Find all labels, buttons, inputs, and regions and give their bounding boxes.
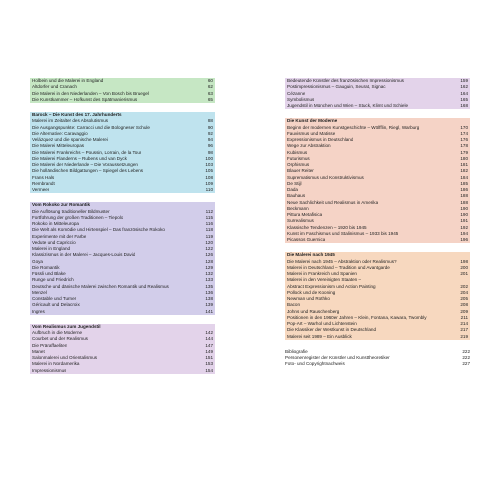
- toc-entry-title: Die Malerei der Niederlande – Die Voraussetzungen: [32, 162, 138, 167]
- toc-entry-page: 149: [205, 348, 213, 354]
- toc-entry-page: 182: [460, 168, 468, 174]
- toc-entry-page: 115: [205, 214, 213, 220]
- toc-entry-title: Courbet und der Realismus: [32, 336, 88, 342]
- toc-entry-page: 120: [205, 239, 213, 245]
- toc-entry-page: 88: [207, 118, 213, 124]
- toc-section: [30, 324, 215, 374]
- toc-entry-page: 184: [460, 174, 468, 180]
- toc-entry-page: 151: [205, 355, 213, 360]
- toc-entry-page: 190: [460, 205, 468, 211]
- toc-entry-title: Malerei seit 1989 – Ein Ausblick: [287, 333, 352, 339]
- toc-entry[interactable]: [30, 97, 215, 103]
- toc-entry-title: Holbein und die Malerei in England: [32, 78, 104, 83]
- toc-entry-title: Neue Sachlichkeit und Realismus in Amerika: [287, 199, 379, 205]
- toc-entry-title: Die Klassiker der Westkunst in Deutschland: [287, 327, 377, 333]
- toc-entry-page: 136: [205, 289, 213, 295]
- toc-entry-title: Malerei in Frankreich und Spanien: [287, 271, 357, 276]
- toc-entry[interactable]: [285, 103, 470, 109]
- toc-entry-page: 194: [460, 230, 468, 236]
- toc-entry-title: Jugendstil in München und Wien – Stuck, Klimt und Schiele: [287, 103, 409, 108]
- toc-entry-title: Fortführung der großen Traditionen – Tiepolo: [32, 214, 124, 220]
- toc-entry-page: 188: [460, 193, 468, 199]
- toc-entry-title: Die Romantik: [32, 264, 60, 270]
- toc-entry-page: 214: [460, 321, 468, 326]
- toc-entry-page: 222: [462, 355, 470, 360]
- toc-entry-title: Pollock und de Kooning: [287, 289, 336, 295]
- toc-entry-page: 129: [205, 264, 213, 270]
- toc-entry-page: 159: [460, 78, 468, 83]
- toc-entry-title: Bedeutende Künstler des französischen Impressionismus: [287, 78, 404, 83]
- toc-entry-page: 147: [205, 342, 213, 348]
- toc-entry-page: 118: [205, 227, 213, 233]
- toc-entry-page: 174: [460, 130, 468, 136]
- toc-entry-title: Rembrandt: [32, 180, 55, 186]
- toc-entry-title: Bacon: [287, 302, 301, 308]
- toc-entry-page: 133: [205, 277, 213, 283]
- toc-entry-title: Velázquez und die spanische Malerei: [32, 137, 108, 142]
- toc-entry-page: 154: [205, 367, 213, 373]
- toc-entry-page: 219: [460, 333, 468, 339]
- toc-entry[interactable]: [30, 368, 215, 374]
- toc-entry-page: 164: [460, 90, 468, 96]
- toc-entry-title: Symbolismus: [287, 96, 315, 102]
- toc-entry-title: Rokoko in Mitteleuropa: [32, 221, 79, 226]
- toc-section: [285, 118, 470, 243]
- toc-entry-page: 98: [207, 149, 213, 155]
- toc-entry-page: 135: [205, 283, 213, 289]
- section-heading-text: Vom Rokoko zur Romantik: [32, 202, 91, 208]
- toc-entry-page: 217: [460, 327, 468, 333]
- toc-entry-title: Johns und Rauschenberg: [287, 308, 340, 314]
- toc-section: [285, 349, 470, 368]
- toc-entry-page: 126: [205, 252, 213, 258]
- toc-entry-title: Die Kunstkammer – Hofkunst des Spätmanierismus: [32, 96, 138, 102]
- toc-entry-title: Cézanne: [287, 90, 306, 96]
- toc-entry-title: Beckmann: [287, 205, 309, 211]
- toc-section: [285, 252, 470, 340]
- toc-entry-page: 153: [205, 361, 213, 367]
- toc-entry-title: Füssli und Blake: [32, 271, 66, 276]
- toc-entry-title: Malerei in Deutschland – Tradition und Avantgarde: [287, 264, 390, 270]
- toc-entry-title: Klassische Tendenzen – 1920 bis 1945: [287, 224, 367, 230]
- toc-entry-page: 209: [460, 308, 468, 314]
- toc-entry-page: 222: [462, 348, 470, 354]
- toc-entry-page: 108: [205, 174, 213, 180]
- toc-entry-page: 188: [460, 199, 468, 205]
- toc-entry-page: 139: [205, 302, 213, 308]
- toc-entry-page: 110: [205, 187, 213, 192]
- toc-entry-title: Die holländischen Bildgattungen – Spiegel des Lebens: [32, 168, 144, 174]
- toc-entry[interactable]: [285, 237, 470, 243]
- toc-entry-page: 132: [205, 271, 213, 276]
- toc-entry-title: Malerei in England: [32, 246, 71, 251]
- toc-entry-page: 105: [205, 168, 213, 174]
- toc-entry-title: Malerei in Nordamerika: [32, 361, 80, 367]
- toc-entry-title: Pittura Metafisica: [287, 212, 323, 217]
- toc-entry-page: 165: [460, 96, 468, 102]
- toc-entry-title: Die Präraffaeliten: [32, 342, 68, 348]
- toc-entry-title: Altdorfer und Cranach: [32, 84, 77, 90]
- toc-entry-page: 90: [207, 124, 213, 130]
- toc-entry-page: 168: [460, 103, 468, 108]
- toc-entry-title: Surrealismus: [287, 218, 314, 224]
- toc-entry-title: De Stijl: [287, 180, 302, 186]
- toc-entry[interactable]: [30, 309, 215, 315]
- toc-entry-page: 144: [205, 336, 213, 342]
- toc-entry-page: 192: [460, 224, 468, 230]
- toc-entry-title: Vedute und Capriccio: [32, 239, 76, 245]
- toc-entry-page: 100: [205, 155, 213, 161]
- toc-entry-title: Die Malerei nach 1945 – Abstraktion oder Realismus?: [287, 258, 397, 264]
- toc-entry[interactable]: [30, 187, 215, 193]
- toc-entry-page: 103: [205, 162, 213, 167]
- toc-entry-page: 190: [460, 212, 468, 217]
- toc-entry-page: 62: [207, 84, 213, 90]
- toc-entry-page: 208: [460, 302, 468, 308]
- toc-entry-title: Expressionismus in Deutschland: [287, 137, 354, 142]
- toc-entry-title: Malerei in den Vereinigten Staaten –: [287, 277, 362, 283]
- toc-entry-page: 162: [460, 84, 468, 90]
- section-heading-text: Die Kunst der Moderne: [287, 118, 338, 124]
- toc-entry-title: Experimente mit der Farbe: [32, 233, 87, 239]
- toc-entry-title: Kunst im Faschismus und Stalinismus – 1933 bis 1945: [287, 230, 399, 236]
- toc-entry-title: Die Malerei Mitteleuropas: [32, 143, 85, 149]
- toc-entry-title: Picassos Guernica: [287, 237, 326, 242]
- toc-entry-title: Die Welt als Komödie und Hirtenspiel – Das französische Rokoko: [32, 227, 165, 233]
- toc-entry-title: Newman und Rothko: [287, 296, 330, 301]
- toc-entry-page: 65: [207, 96, 213, 102]
- toc-entry-page: 181: [460, 162, 468, 167]
- toc-entry-title: Suprematismus und Konstruktivismus: [287, 174, 364, 180]
- toc-entry-title: Géricault und Delacroix: [32, 302, 80, 308]
- toc-entry-title: Die Malerei in den Niederlanden – Von Bosch bis Bruegel: [32, 90, 149, 96]
- toc-section: [30, 202, 215, 315]
- toc-entry-page: 96: [207, 143, 213, 149]
- toc-entry-page: 116: [205, 221, 213, 226]
- toc-entry-title: Pop-Art – Warhol und Lichtenstein: [287, 321, 357, 326]
- toc-entry-page: 196: [460, 237, 468, 242]
- toc-entry-title: Malerei im Zeitalter des Absolutismus: [32, 118, 109, 124]
- toc-entry-page: 186: [460, 187, 468, 192]
- toc-entry-title: Impressionismus: [32, 367, 67, 373]
- toc-entry-page: 122: [205, 246, 213, 251]
- section-heading-text: Vom Realismus zum Jugendstil: [32, 323, 101, 329]
- toc-entry-title: Die Malerei Frankreichs – Poussin, Lorrain, de la Tour: [32, 149, 142, 155]
- toc-entry-title: Fauvismus und Matisse: [287, 130, 336, 136]
- toc-entry[interactable]: [285, 361, 470, 367]
- toc-entry-title: Futurismus: [287, 155, 310, 161]
- toc-entry-title: Positionen in den 1960er Jahren – Klein, Fontana, Kawara, Twombly: [287, 314, 427, 320]
- toc-entry-page: 60: [207, 78, 213, 83]
- toc-entry-page: 204: [460, 289, 468, 295]
- toc-entry-title: Runge und Friedrich: [32, 277, 74, 283]
- toc-section: [30, 112, 215, 193]
- toc-entry-page: 202: [460, 283, 468, 289]
- toc-entry-title: Menzel: [32, 289, 47, 295]
- toc-entry-page: 142: [205, 330, 213, 335]
- toc-entry-title: Bauhaus: [287, 193, 306, 199]
- toc-entry-page: 200: [460, 264, 468, 270]
- toc-entry-page: 119: [205, 233, 213, 239]
- toc-entry-page: 205: [460, 296, 468, 301]
- toc-entry-title: Beginn der modernen Kunstgeschichte – Wölfflin, Riegl, Warburg: [287, 124, 420, 130]
- toc-entry-page: 138: [205, 296, 213, 301]
- toc-entry-title: Vermeer: [32, 187, 50, 192]
- toc-entry-title: Die Malerei Flanderns – Rubens und van Dyck: [32, 155, 127, 161]
- section-heading-text: Barock – Die Kunst des 17. Jahrhunderts: [32, 112, 122, 117]
- toc-entry-page: 109: [205, 180, 213, 186]
- toc-entry-page: 176: [460, 137, 468, 142]
- toc-entry-page: 185: [460, 180, 468, 186]
- toc-entry-title: Orphismus: [287, 162, 310, 167]
- toc-entry-title: Ingres: [32, 308, 45, 314]
- toc-entry-title: Constable und Turner: [32, 296, 77, 301]
- toc-entry-title: Manet: [32, 348, 45, 354]
- toc-entry-page: 170: [460, 124, 468, 130]
- toc-entry-page: 227: [462, 361, 470, 367]
- toc-entry-page: 191: [460, 218, 468, 224]
- toc-entry-title: Aufbruch in die Moderne: [32, 330, 83, 335]
- toc-entry-page: 63: [207, 90, 213, 96]
- toc-entry-title: Kubismus: [287, 149, 308, 155]
- toc-entry-page: 211: [460, 314, 468, 320]
- toc-entry-page: 112: [205, 208, 213, 214]
- section-heading-text: Die Malerei nach 1945: [287, 252, 335, 258]
- toc-entry-title: Blauer Reiter: [287, 168, 314, 174]
- toc-entry-title: Abstract Expressionism und Action Painting: [287, 283, 376, 289]
- toc-entry-title: Die Ausgangspunkte: Carracci und die Bologneser Schule: [32, 124, 150, 130]
- toc-entry-page: 180: [460, 155, 468, 161]
- toc-entry[interactable]: [285, 334, 470, 340]
- toc-entry-title: Die Alternative: Caravaggio: [32, 130, 88, 136]
- toc-entry-title: Klassizismus in der Malerei – Jacques-Louis David: [32, 252, 136, 258]
- toc-entry-title: Frans Hals: [32, 174, 55, 180]
- toc-entry-page: 94: [207, 137, 213, 142]
- toc-entry-page: 179: [460, 149, 468, 155]
- toc-left-column: [30, 78, 215, 383]
- toc-entry-page: 128: [205, 258, 213, 264]
- toc-right-column: [285, 78, 470, 377]
- toc-entry-title: Personenregister der Künstler und Kunsttheoretiker: [285, 355, 390, 360]
- toc-entry-title: Goya: [32, 258, 43, 264]
- toc-entry-title: Salonmalerei und Orientalismus: [32, 355, 98, 360]
- toc-entry-page: 198: [460, 258, 468, 264]
- toc-entry-page: 201: [460, 271, 468, 276]
- toc-entry-title: Wege zur Abstraktion: [287, 143, 331, 149]
- toc-entry-title: Deutsche und dänische Malerei zwischen Romantik und Realismus: [32, 283, 169, 289]
- toc-section: [285, 78, 470, 109]
- toc-entry-title: Die Auflösung traditioneller Bildmuster: [32, 208, 110, 214]
- toc-entry-page: 141: [205, 308, 213, 314]
- toc-entry-title: Postimpressionismus – Gauguin, Seurat, Signac: [287, 84, 386, 90]
- toc-section: [30, 78, 215, 103]
- toc-entry-title: Foto- und Copyrightnachweis: [285, 361, 345, 367]
- toc-entry-page: 92: [207, 130, 213, 136]
- toc-entry-title: Dada: [287, 187, 298, 192]
- toc-entry-page: 178: [460, 143, 468, 149]
- toc-entry-title: Bibliografie: [285, 348, 308, 354]
